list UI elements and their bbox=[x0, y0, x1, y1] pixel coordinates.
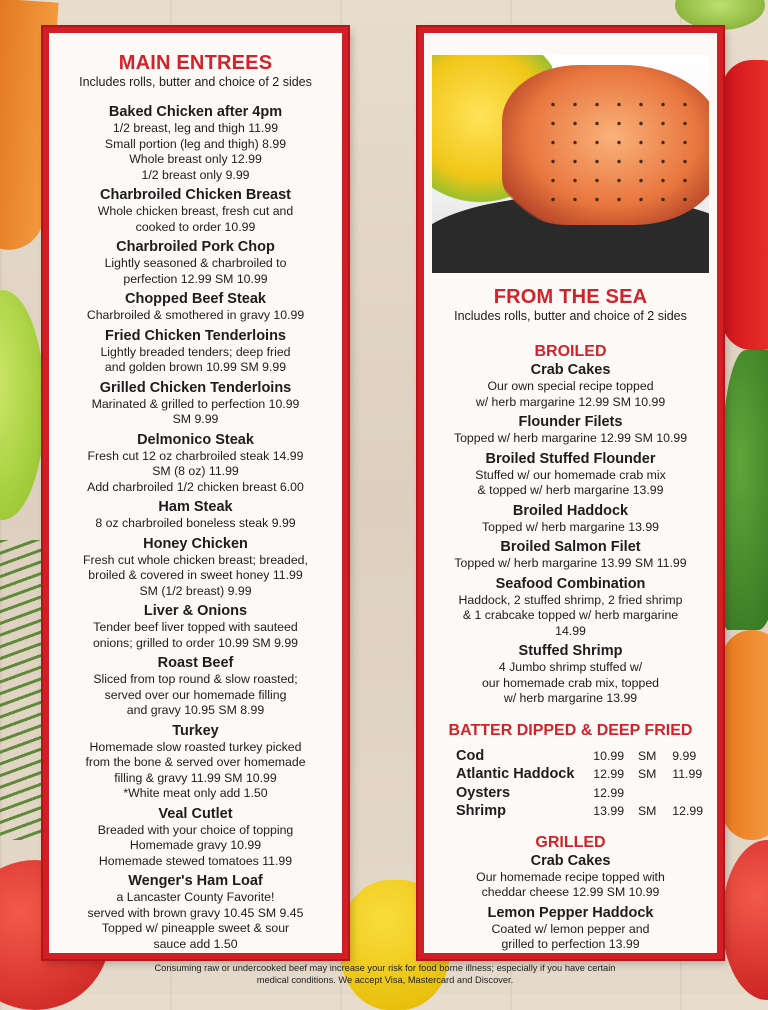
from-the-sea-panel bbox=[418, 27, 723, 959]
menu-item-name: Crab Cakes bbox=[530, 362, 611, 378]
menu-item-description: Topped w/ pineapple sweet & sour bbox=[101, 921, 290, 935]
lime-decoration bbox=[675, 0, 765, 30]
menu-item-description: *White meat only add 1.50 bbox=[123, 786, 268, 800]
menu-item-name: Lemon Pepper Haddock bbox=[487, 904, 654, 921]
menu-item bbox=[430, 451, 711, 499]
menu-item-description: Topped w/ herb margarine 12.99 SM 10.99 bbox=[453, 431, 688, 445]
menu-item bbox=[55, 104, 336, 183]
entrees-list bbox=[55, 104, 336, 952]
menu-item-description: served over our homemade filling bbox=[104, 687, 287, 702]
menu-item bbox=[55, 239, 336, 287]
fried-price-table bbox=[456, 747, 711, 821]
menu-item-description: and golden brown 10.99 SM 9.99 bbox=[104, 360, 287, 374]
batter-title: BATTER DIPPED & DEEP FRIED bbox=[448, 721, 693, 739]
main-entrees-subtitle: Includes rolls, butter and choice of 2 sides bbox=[79, 75, 312, 89]
menu-item bbox=[55, 187, 336, 235]
menu-item bbox=[430, 643, 711, 707]
menu-item-description: SM 9.99 bbox=[172, 412, 219, 426]
menu-item-name: Broiled Salmon Filet bbox=[500, 539, 641, 555]
menu-item-name: Roast Beef bbox=[157, 655, 234, 671]
menu-item-description: Lightly seasoned & charbroiled to bbox=[104, 256, 287, 270]
menu-item bbox=[55, 499, 336, 532]
menu-item-name: Veal Cutlet bbox=[158, 805, 233, 822]
menu-item-description: Fresh cut 12 oz charbroiled steak 14.99 bbox=[87, 448, 304, 463]
menu-item-name: Ham Steak bbox=[158, 499, 233, 515]
lime-decoration bbox=[0, 290, 45, 520]
fried-item-sm-price: 9.99 bbox=[672, 748, 697, 763]
menu-item bbox=[430, 362, 711, 410]
menu-item bbox=[55, 432, 336, 496]
menu-item-description: a Lancaster County Favorite! bbox=[116, 890, 275, 904]
fried-item-price: 13.99 bbox=[593, 804, 625, 818]
menu-item-description: Topped w/ herb margarine 13.99 SM 11.99 bbox=[454, 556, 687, 570]
menu-item-description: sauce add 1.50 bbox=[153, 936, 238, 951]
menu-item-description: Topped w/ herb margarine 13.99 bbox=[481, 519, 660, 534]
fried-item-sm-label: SM bbox=[637, 767, 657, 781]
menu-item-description: Our own special recipe topped bbox=[487, 379, 654, 393]
menu-item-name: Delmonico Steak bbox=[137, 431, 254, 448]
menu-item-description: Haddock, 2 stuffed shrimp, 2 fried shrimp bbox=[458, 592, 683, 607]
menu-item-description: Small portion (leg and thigh) 8.99 bbox=[104, 136, 287, 151]
fried-item-name: Shrimp bbox=[456, 803, 506, 819]
menu-item-name: Fried Chicken Tenderloins bbox=[104, 327, 287, 344]
red-pepper-decoration bbox=[722, 60, 768, 350]
fried-item-sm-label bbox=[632, 784, 666, 803]
menu-item bbox=[55, 536, 336, 600]
menu-item bbox=[430, 539, 711, 572]
menu-item bbox=[430, 576, 711, 640]
menu-item-description: Homemade slow roasted turkey picked bbox=[89, 739, 302, 754]
menu-item-name: Broiled Haddock bbox=[512, 502, 629, 519]
broiled-list bbox=[430, 362, 711, 707]
main-entrees-panel bbox=[43, 27, 348, 959]
fried-item-sm-price: 11.99 bbox=[672, 767, 703, 781]
menu-item-description: Add charbroiled 1/2 chicken breast 6.00 bbox=[87, 479, 304, 494]
menu-item-name: Crab Cakes bbox=[530, 852, 611, 869]
menu-item-description: from the bone & served over homemade bbox=[85, 755, 306, 769]
fried-item-row bbox=[456, 747, 711, 766]
menu-item-name: Honey Chicken bbox=[143, 535, 248, 552]
menu-item-description: Homemade gravy 10.99 bbox=[129, 838, 262, 852]
herb-decoration bbox=[0, 540, 45, 840]
fried-item-sm-label: SM bbox=[637, 804, 657, 818]
footer-disclaimer bbox=[90, 963, 680, 986]
fried-item-row bbox=[456, 784, 711, 803]
menu-item-description: 1/2 breast, leg and thigh 11.99 bbox=[112, 121, 279, 135]
pepper-seasoning-image bbox=[542, 95, 702, 205]
fried-item-sm-label: SM bbox=[637, 748, 657, 763]
fried-item-price: 10.99 bbox=[593, 748, 625, 763]
menu-item-name: Baked Chicken after 4pm bbox=[108, 104, 283, 120]
menu-item-name: Turkey bbox=[172, 722, 219, 739]
menu-item bbox=[55, 723, 336, 802]
menu-item-description: and gravy 10.95 SM 8.99 bbox=[126, 703, 265, 717]
menu-item-description: our homemade crab mix, topped bbox=[481, 675, 660, 690]
menu-item-description: onions; grilled to order 10.99 SM 9.99 bbox=[92, 635, 299, 650]
menu-item-description: SM (8 oz) 11.99 bbox=[152, 464, 239, 478]
menu-item-description: w/ herb margarine 13.99 bbox=[503, 691, 638, 705]
menu-item bbox=[55, 603, 336, 651]
fried-item-sm-price: 12.99 bbox=[672, 804, 704, 818]
menu-item-name: Seafood Combination bbox=[495, 575, 646, 592]
menu-item-description: Coated w/ lemon pepper and bbox=[491, 921, 650, 936]
footer-line: Consuming raw or undercooked beef may increase your risk for food borne illness; especially if you have certain bbox=[154, 963, 616, 973]
menu-item-name: Wenger's Ham Loaf bbox=[128, 873, 263, 889]
menu-item-name: Charbroiled Pork Chop bbox=[116, 239, 275, 255]
menu-item-description: cooked to order 10.99 bbox=[135, 219, 256, 234]
menu-item-name: Grilled Chicken Tenderloins bbox=[99, 379, 292, 396]
menu-item-description: Fresh cut whole chicken breast; breaded, bbox=[83, 552, 308, 567]
menu-item-description: grilled to perfection 13.99 bbox=[501, 937, 640, 951]
menu-item-description: broiled & covered in sweet honey 11.99 bbox=[88, 568, 303, 582]
menu-item-description: filling & gravy 11.99 SM 10.99 bbox=[114, 770, 277, 785]
fried-item-name: Oysters bbox=[456, 784, 511, 801]
menu-item bbox=[430, 503, 711, 536]
fried-item-price: 12.99 bbox=[593, 767, 625, 781]
menu-item-description: Lightly breaded tenders; deep fried bbox=[100, 344, 291, 359]
fried-item-name: Atlantic Haddock bbox=[456, 766, 575, 782]
menu-item bbox=[55, 328, 336, 376]
menu-item-description: perfection 12.99 SM 10.99 bbox=[123, 271, 268, 286]
menu-item-description: Whole breast only 12.99 bbox=[129, 152, 262, 166]
menu-item-description: Homemade stewed tomatoes 11.99 bbox=[98, 853, 293, 868]
grilled-list bbox=[430, 853, 711, 953]
menu-item-description: 1/2 breast only 9.99 bbox=[141, 167, 250, 182]
menu-item bbox=[55, 806, 336, 870]
menu-item-description: & 1 crabcake topped w/ herb margarine bbox=[462, 608, 679, 622]
menu-item-description: Stuffed w/ our homemade crab mix bbox=[475, 467, 666, 482]
menu-item-name: Broiled Stuffed Flounder bbox=[485, 450, 656, 467]
menu-item-description: & topped w/ herb margarine 13.99 bbox=[477, 483, 664, 497]
menu-item-description: Breaded with your choice of topping bbox=[97, 822, 294, 837]
menu-item bbox=[430, 905, 711, 953]
menu-item-description: Marinated & grilled to perfection 10.99 bbox=[91, 396, 300, 411]
broiled-title: BROILED bbox=[534, 343, 607, 360]
menu-item-name: Liver & Onions bbox=[143, 603, 248, 619]
menu-item-description: 4 Jumbo shrimp stuffed w/ bbox=[498, 660, 643, 674]
fried-item-row bbox=[456, 765, 711, 784]
menu-item-description: Sliced from top round & slow roasted; bbox=[93, 672, 298, 686]
menu-item-description: served with brown gravy 10.45 SM 9.45 bbox=[87, 905, 304, 920]
grilled-title: GRILLED bbox=[535, 833, 606, 851]
menu-item-name: Charbroiled Chicken Breast bbox=[100, 187, 291, 203]
menu-item bbox=[55, 380, 336, 428]
main-entrees-title: MAIN ENTREES bbox=[118, 52, 273, 74]
fried-item-price: 12.99 bbox=[593, 785, 625, 800]
menu-item bbox=[430, 853, 711, 901]
fried-item-sm-price bbox=[666, 784, 711, 803]
menu-item-name: Stuffed Shrimp bbox=[518, 643, 623, 659]
menu-item-name: Flounder Filets bbox=[518, 414, 623, 430]
salmon-photo bbox=[432, 55, 709, 273]
menu-item-name: Chopped Beef Steak bbox=[125, 291, 266, 307]
tomato-decoration bbox=[722, 840, 768, 1000]
menu-item bbox=[55, 655, 336, 719]
menu-item-description: 14.99 bbox=[555, 623, 586, 638]
footer-line: medical conditions. We accept Visa, Mastercard and Discover. bbox=[256, 974, 514, 985]
menu-item bbox=[430, 414, 711, 447]
carrot-decoration bbox=[722, 630, 768, 840]
menu-item-description: 8 oz charbroiled boneless steak 9.99 bbox=[95, 516, 296, 530]
menu-item bbox=[55, 291, 336, 324]
menu-item-description: Our homemade recipe topped with bbox=[476, 869, 665, 884]
fried-item-row bbox=[456, 802, 711, 821]
menu-item-description: SM (1/2 breast) 9.99 bbox=[139, 583, 252, 598]
menu-item-description: w/ herb margarine 12.99 SM 10.99 bbox=[475, 394, 666, 409]
from-the-sea-title: FROM THE SEA bbox=[493, 286, 648, 308]
menu-item-description: Charbroiled & smothered in gravy 10.99 bbox=[86, 308, 305, 322]
leaf-decoration bbox=[722, 350, 768, 630]
fried-item-name: Cod bbox=[456, 747, 485, 764]
menu-item bbox=[55, 873, 336, 952]
menu-item-description: Whole chicken breast, fresh cut and bbox=[97, 204, 294, 218]
from-the-sea-subtitle: Includes rolls, butter and choice of 2 sides bbox=[454, 309, 687, 323]
menu-item-description: cheddar cheese 12.99 SM 10.99 bbox=[481, 885, 660, 899]
menu-item-description: Tender beef liver topped with sauteed bbox=[93, 620, 298, 634]
